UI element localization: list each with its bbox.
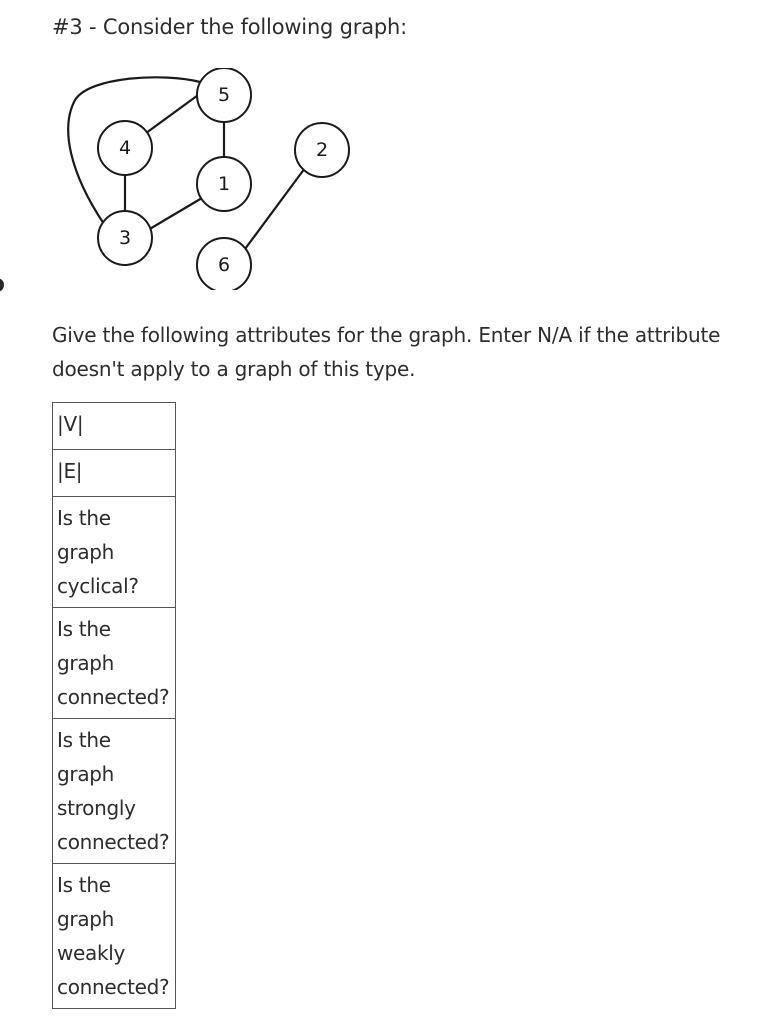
table-row [53,497,176,608]
attribute-label: Is the graph strongly connected? [53,719,176,864]
node-label: 4 [118,137,132,159]
node-label: 6 [217,254,231,276]
page-edge-marker [0,278,4,292]
attribute-label: |V| [53,403,176,450]
table-row [53,608,176,719]
table-row [53,719,176,864]
attribute-label: |E| [53,450,176,497]
table-row [53,864,176,1009]
attribute-label: Is the graph weakly connected? [53,864,176,1009]
table-row [53,450,176,497]
edge-4-5 [142,90,205,136]
node-label: 5 [217,84,231,106]
edge-2-6 [245,168,305,249]
graph-node [197,238,251,290]
attributes-table [52,402,176,1009]
edge-3-1 [148,195,207,230]
graph-node [98,211,152,265]
table-row [53,403,176,450]
graph-figure [55,68,365,290]
instructions-text: Give the following attributes for the graph. Enter N/A if the attribute doesn't apply to a graph of this type. [52,323,721,381]
attribute-label: Is the graph connected? [53,608,176,719]
node-label: 2 [315,139,329,161]
graph-node [98,121,152,175]
node-label: 1 [217,173,231,195]
graph-node [197,157,251,211]
graph-node [295,123,349,177]
question-title: #3 - Consider the following graph: [52,15,408,39]
graph-node [197,68,251,122]
attribute-label: Is the graph cyclical? [53,497,176,608]
node-label: 3 [118,227,132,249]
